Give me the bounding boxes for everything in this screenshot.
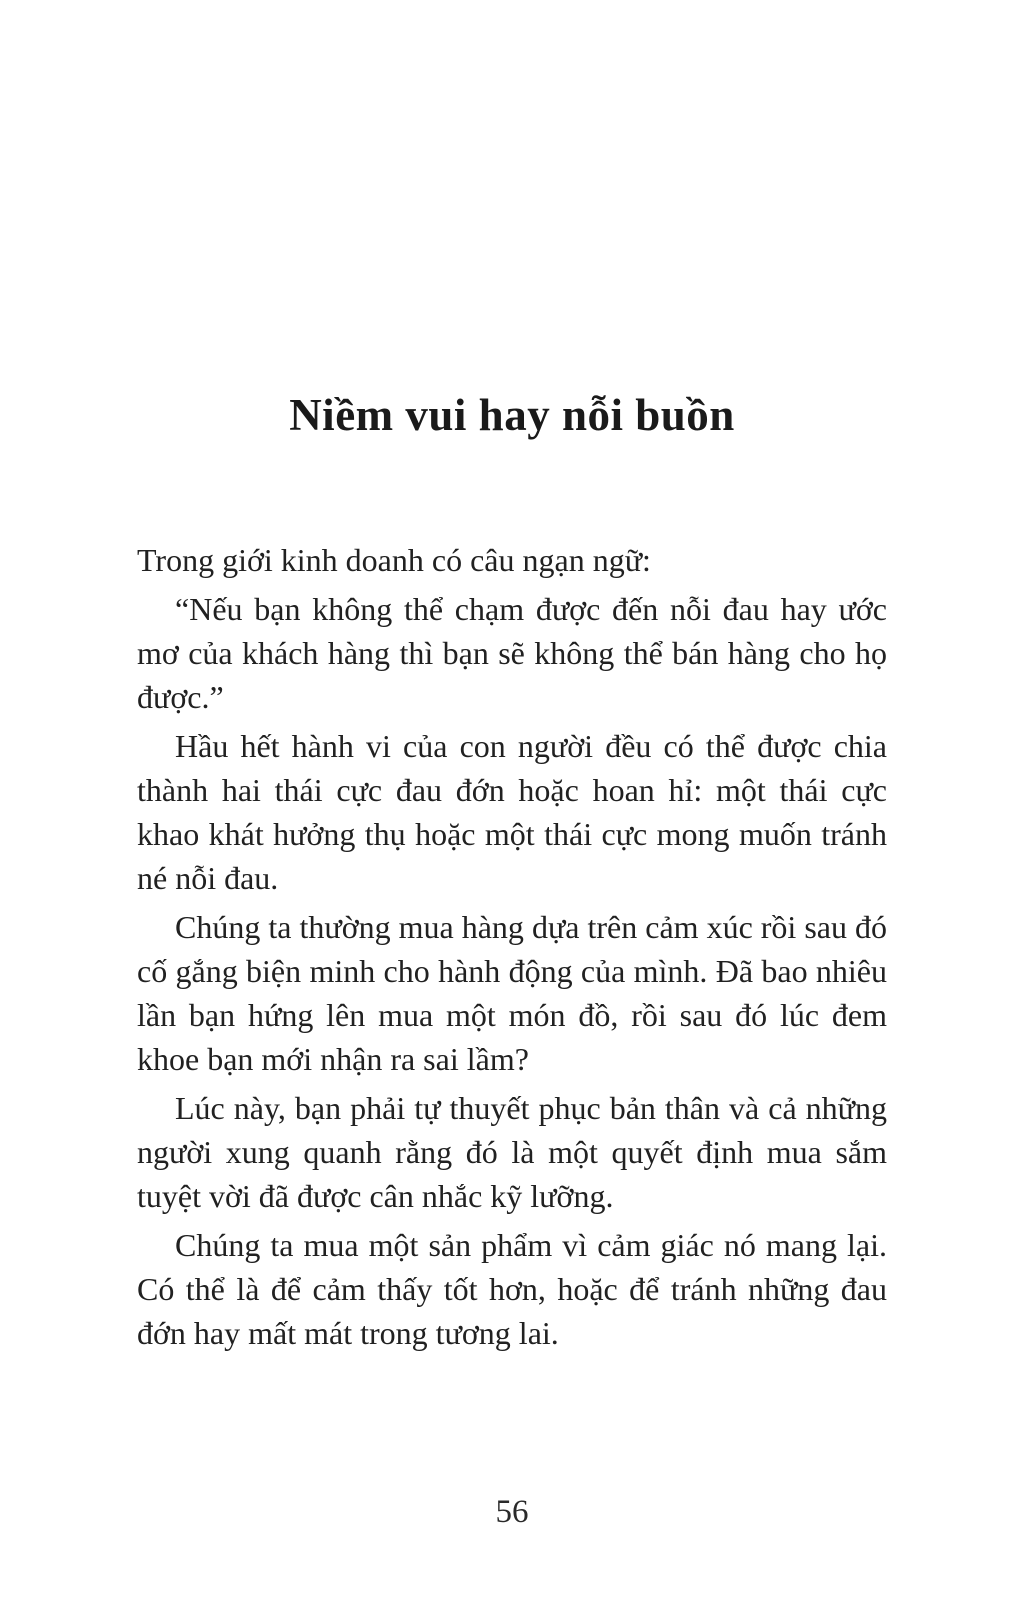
chapter-title: Niềm vui hay nỗi buồn	[289, 390, 735, 440]
body-text	[137, 538, 887, 1355]
paragraph: Chúng ta mua một sản phẩm vì cảm giác nó mang lại. Có thể là để cảm thấy tốt hơn, hoặc để tránh những đau đớn hay mất mát trong tương lai.	[137, 1226, 887, 1351]
paragraph: “Nếu bạn không thể chạm được đến nỗi đau hay ước mơ của khách hàng thì bạn sẽ không thể bán hàng cho họ được.”	[137, 590, 887, 715]
paragraph: Chúng ta thường mua hàng dựa trên cảm xúc rồi sau đó cố gắng biện minh cho hành động của mình. Đã bao nhiêu lần bạn hứng lên mua một món đồ, rồi sau đó lúc đem khoe bạn mới nhận ra sai lầm?	[137, 908, 887, 1077]
page-number: 56	[495, 1494, 529, 1530]
paragraph: Hầu hết hành vi của con người đều có thể được chia thành hai thái cực đau đớn hoặc hoan hỉ: một thái cực khao khát hưởng thụ hoặc một thái cực mong muốn tránh né nỗi đau.	[137, 727, 887, 896]
paragraph: Trong giới kinh doanh có câu ngạn ngữ:	[137, 541, 651, 578]
paragraph: Lúc này, bạn phải tự thuyết phục bản thân và cả những người xung quanh rằng đó là một quyết định mua sắm tuyệt vời đã được cân nhắc kỹ lưỡng.	[137, 1089, 887, 1214]
text-column	[137, 0, 887, 1355]
